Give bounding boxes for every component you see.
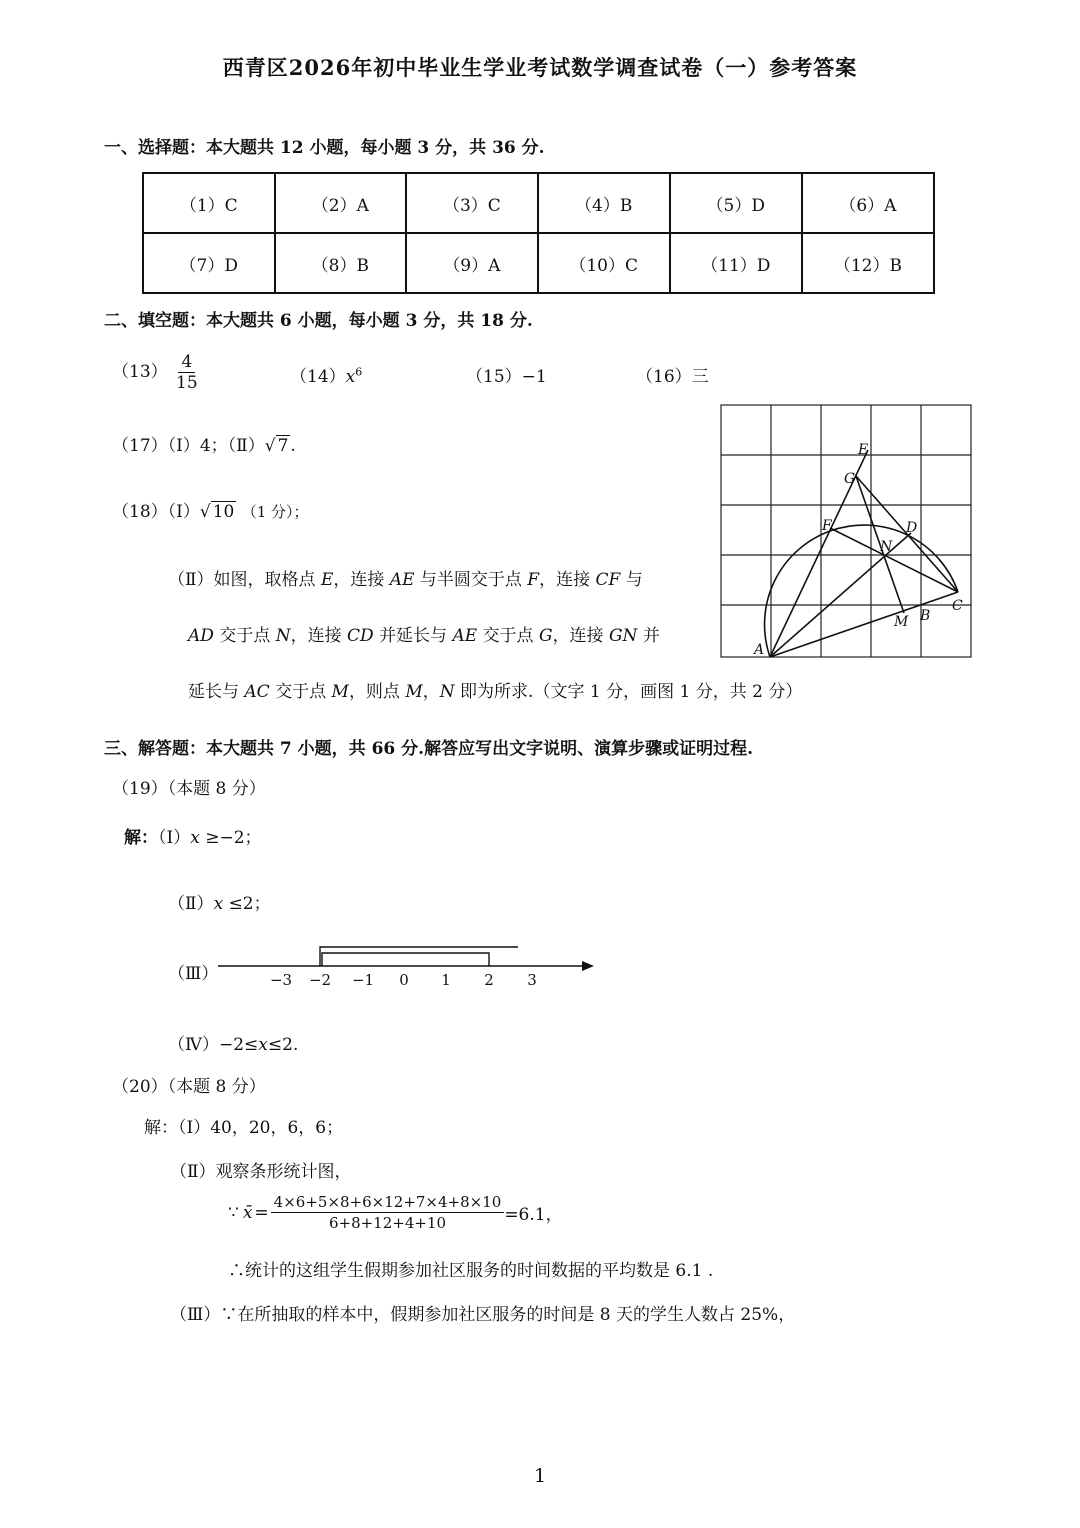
- answer-15: （15）−1: [466, 367, 547, 387]
- text-run: x: [213, 894, 224, 914]
- answer-cell: （9）A: [406, 233, 538, 293]
- answer-18-line1: [168, 565, 643, 590]
- text-run: −2≤: [218, 1035, 259, 1055]
- section1-heading: 一、选择题：本大题共 12 小题，每小题 3 分，共 36 分.: [104, 138, 545, 158]
- grid: [721, 405, 971, 657]
- q20-part1: 解：（Ⅰ）40，20，6，6；: [144, 1118, 344, 1138]
- label-M: M: [894, 614, 909, 630]
- label-D: D: [906, 520, 918, 536]
- answer-cell: （5）D: [670, 173, 802, 233]
- text-run: AD: [188, 626, 214, 646]
- line-AC: [770, 592, 958, 657]
- number-line: [214, 938, 604, 994]
- q14-exponent: 6: [355, 365, 363, 379]
- answer-cell: （3）C: [406, 173, 538, 233]
- answer-17: [112, 431, 296, 456]
- text-run: （Ⅱ）: [168, 894, 214, 914]
- q19-title: （19）（本题 8 分）: [112, 779, 266, 799]
- geometry-figure: [716, 400, 976, 662]
- mean-result: =6.1，: [504, 1205, 563, 1225]
- answer-cell: （7）D: [143, 233, 275, 293]
- q20-part2: （Ⅱ）观察条形统计图，: [170, 1162, 352, 1182]
- text-run: （Ⅳ）: [168, 1035, 219, 1055]
- text-run: AC: [244, 682, 270, 702]
- mean-fraction: [271, 1192, 505, 1233]
- text-run: AE: [389, 570, 415, 590]
- text-run: 与半圆交于点: [419, 570, 522, 590]
- q19-part3-label: （Ⅲ）: [168, 964, 219, 984]
- page-number: 1: [533, 1465, 547, 1487]
- answer-cell: （1）C: [143, 173, 275, 233]
- answer-cell: （2）A: [275, 173, 407, 233]
- text-run: 延长与: [188, 682, 239, 702]
- label-F: F: [822, 518, 832, 534]
- text-run: 交于点: [482, 626, 534, 646]
- text-run: ，则点: [348, 682, 400, 702]
- q13-fraction: [173, 352, 201, 393]
- q19-part2: [168, 889, 271, 914]
- label-N: N: [880, 539, 893, 555]
- text-run: F: [527, 570, 540, 590]
- tick-label: −2: [308, 971, 332, 989]
- equals-sign: =: [254, 1202, 269, 1223]
- tick-label: −3: [269, 971, 293, 989]
- label-G: G: [844, 471, 856, 487]
- text-run: 即为所求.（文字 1 分，画图 1 分，共 2 分）: [460, 682, 803, 702]
- mean-symbol: x̄: [242, 1202, 253, 1223]
- q13-label: （13）: [112, 362, 168, 382]
- text-run: 交于点: [219, 626, 271, 646]
- q17-prefix: （17）（Ⅰ）4；（Ⅱ）: [112, 436, 265, 456]
- section2-heading: 二、填空题：本大题共 6 小题，每小题 3 分，共 18 分.: [104, 311, 533, 331]
- q19-part4: [168, 1030, 298, 1055]
- q19-part1: [124, 823, 262, 848]
- tick-label: 3: [527, 971, 537, 989]
- answer-cell: （8）B: [275, 233, 407, 293]
- q18-radicand: 10: [212, 502, 235, 522]
- answer-18-line3: [188, 677, 802, 702]
- text-run: AE: [452, 626, 478, 646]
- sqrt-symbol: √: [199, 502, 211, 522]
- q17-radicand: 7: [277, 436, 289, 456]
- label-A: A: [754, 642, 765, 658]
- answer-cell: （4）B: [538, 173, 670, 233]
- answer-18-part1: [112, 497, 309, 522]
- q18-prefix: （18）（Ⅰ）: [112, 502, 200, 522]
- page-title: 西青区2026年初中毕业生学业考试数学调查试卷（一）参考答案: [222, 55, 858, 80]
- q18-score: （1 分）；: [241, 503, 309, 521]
- text-run: E: [320, 570, 334, 590]
- sqrt-symbol: √: [264, 436, 276, 456]
- mean-numerator: 4×6+5×8+6×12+7×4+8×10: [271, 1192, 505, 1213]
- text-run: （Ⅱ）如图，取格点: [168, 570, 316, 590]
- tick-label: 1: [441, 971, 451, 989]
- text-run: ≤2.: [267, 1035, 299, 1055]
- tick-label: −1: [351, 971, 375, 989]
- q20-title: （20）（本题 8 分）: [112, 1077, 266, 1097]
- q13-numerator: 4: [178, 352, 195, 373]
- text-run: x: [258, 1035, 268, 1055]
- text-run: ≥−2；: [205, 828, 262, 848]
- text-run: ≤2；: [228, 894, 271, 914]
- table-row: [143, 233, 934, 293]
- tick-label: 0: [399, 971, 409, 989]
- answer-cell: （6）A: [802, 173, 934, 233]
- answer-table: [142, 172, 935, 294]
- text-run: M: [405, 682, 423, 702]
- text-run: N: [439, 682, 455, 702]
- text-run: （Ⅰ）: [158, 828, 191, 848]
- answer-13: [112, 352, 201, 393]
- answer-16: （16）三: [636, 367, 709, 387]
- q20-conclusion: ∴统计的这组学生假期参加社区服务的时间数据的平均数是 6.1 .: [228, 1261, 714, 1281]
- text-run: N: [275, 626, 291, 646]
- q20-mean-formula: [228, 1192, 563, 1233]
- label-C: C: [952, 598, 963, 614]
- solution-label: 解：: [124, 828, 158, 848]
- section3-heading: 三、解答题：本大题共 7 小题，共 66 分.解答应写出文字说明、演算步骤或证明过程.: [104, 739, 753, 759]
- text-run: 并: [642, 626, 660, 646]
- q20-part3: （Ⅲ）∵在所抽取的样本中，假期参加社区服务的时间是 8 天的学生人数占 25%，: [170, 1305, 796, 1325]
- because-symbol: ∵: [228, 1202, 239, 1223]
- q14-base: x: [345, 367, 356, 387]
- text-run: CF: [595, 570, 621, 590]
- text-run: ，: [422, 682, 440, 702]
- q17-end: .: [290, 436, 296, 456]
- mean-denominator: 6+8+12+4+10: [328, 1214, 447, 1232]
- bracket-leq-2: [322, 953, 489, 966]
- label-B: B: [920, 608, 931, 624]
- text-run: 与: [625, 570, 643, 590]
- answer-cell: （11）D: [670, 233, 802, 293]
- text-run: M: [331, 682, 349, 702]
- q13-denominator: 15: [176, 373, 198, 393]
- answer-cell: （12）B: [802, 233, 934, 293]
- text-run: ，连接: [539, 570, 591, 590]
- text-run: x: [190, 828, 200, 848]
- text-run: CD: [347, 626, 374, 646]
- answer-14: [290, 362, 362, 387]
- text-run: G: [538, 626, 553, 646]
- text-run: 并延长与: [379, 626, 448, 646]
- text-run: ，连接: [290, 626, 342, 646]
- answer-18-line2: [188, 621, 660, 646]
- tick-label: 2: [484, 971, 494, 989]
- label-E: E: [858, 442, 869, 458]
- text-run: ，连接: [552, 626, 604, 646]
- q14-label: （14）: [290, 367, 346, 387]
- text-run: 交于点: [275, 682, 327, 702]
- answer-cell: （10）C: [538, 233, 670, 293]
- text-run: ，连接: [333, 570, 385, 590]
- table-row: [143, 173, 934, 233]
- axis-arrow: [582, 961, 594, 971]
- text-run: GN: [608, 626, 638, 646]
- solution-brackets: [320, 947, 518, 966]
